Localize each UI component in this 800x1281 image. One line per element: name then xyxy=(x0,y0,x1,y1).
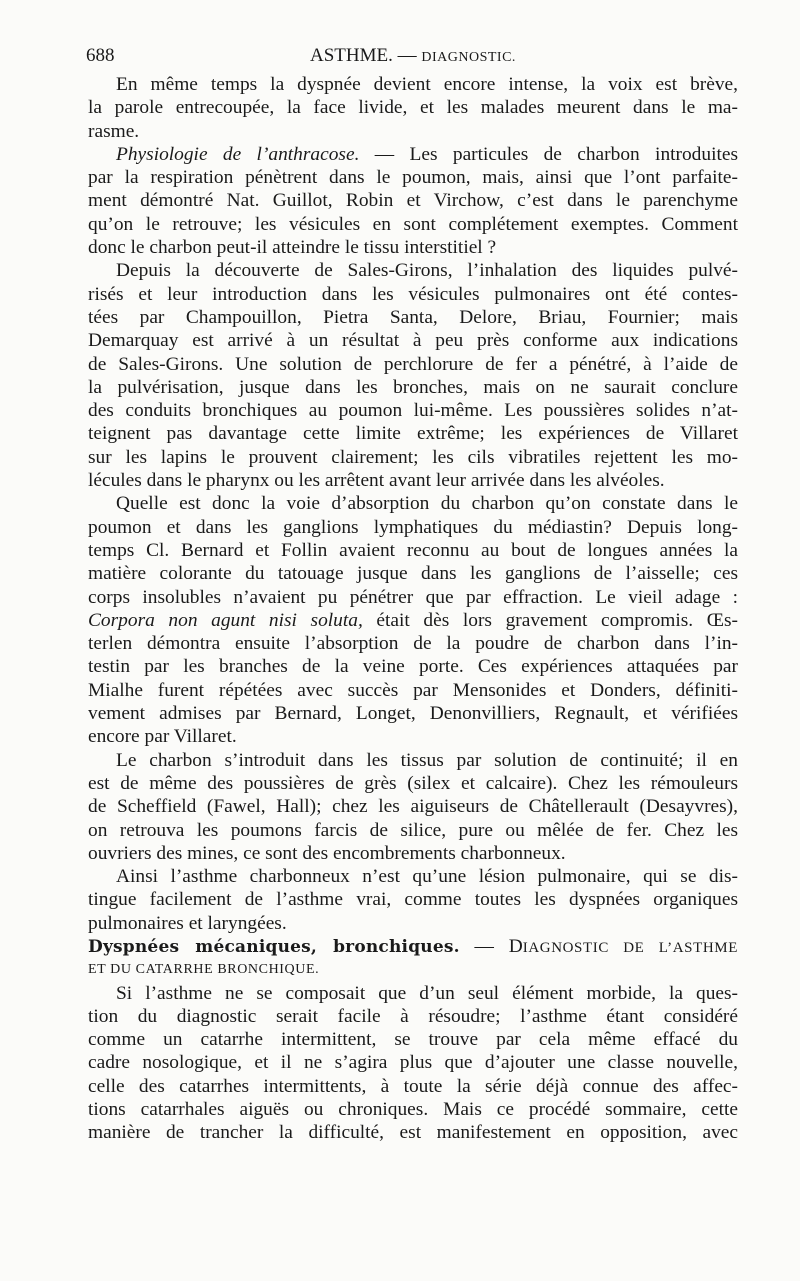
text-line: sur les lapins le prouvent clairement; les cils vibratiles rejettent les mo- xyxy=(88,446,738,468)
text-line: lécules dans le pharynx ou les arrêtent avant leur arrivée dans les alvéoles. xyxy=(88,470,665,492)
page-number: 688 xyxy=(86,45,115,66)
text-line xyxy=(88,609,738,632)
body-text xyxy=(88,73,738,1145)
text-line: Si l’asthme ne se composait que d’un seul élément morbide, la ques- xyxy=(116,982,738,1004)
text-line: risés et leur introduction dans les vésicules pulmonaires ont été contes- xyxy=(88,283,738,305)
running-head xyxy=(86,43,738,69)
text-line: de Scheffield (Fawel, Hall); chez les aiguiseurs de Châtellerault (Desayvres), xyxy=(88,796,738,818)
text-line: ment démontré Nat. Guillot, Robin et Virchow, c’est dans le parenchyme xyxy=(88,190,738,212)
section-title-italic: Physiologie de l’anthracose. xyxy=(116,143,360,165)
text-line: qu’on le retrouve; les vésicules en sont complétement exemptes. Comment xyxy=(88,213,738,235)
heading-smallcaps: IAGNOSTIC DE L’ASTHME xyxy=(522,939,738,956)
text-line: pulmonaires et laryngées. xyxy=(88,912,287,934)
text-line: la parole entrecoupée, la face livide, et les malades meurent dans le ma- xyxy=(88,97,738,119)
section-heading-gothic: Dyspnées mécaniques, bronchiques. xyxy=(88,936,460,957)
text-line: rasme. xyxy=(88,120,140,142)
running-title-sub: DIAGNOSTIC. xyxy=(421,50,516,65)
text-fragment: était dès lors gravement compromis. Œs- xyxy=(362,609,738,631)
text-line: de Sales-Girons. Une solution de perchlorure de fer a pénétré, à l’aide de xyxy=(88,353,738,375)
text-line: la pulvérisation, jusque dans les bronches, mais on ne saurait conclure xyxy=(88,376,738,398)
section-heading-line: ET DU CATARRHE BRONCHIQUE. xyxy=(88,962,320,978)
text-line: manière de trancher la difficulté, est manifestement en opposition, avec xyxy=(88,1122,738,1144)
text-fragment: — Les particules de charbon introduites xyxy=(359,143,738,165)
running-title xyxy=(310,43,516,71)
text-line: tions catarrhales aiguës ou chroniques. Mais ce procédé sommaire, cette xyxy=(88,1099,738,1121)
text-line: Le charbon s’introduit dans les tissus par solution de continuité; il en xyxy=(116,749,738,771)
text-line: tion du diagnostic serait facile à résoudre; l’asthme étant considéré xyxy=(88,1005,738,1027)
text-line: testin par les branches de la veine porte. Ces expériences attaquées par xyxy=(88,656,738,678)
text-line: vement admises par Bernard, Longet, Denonvilliers, Regnault, et vérifiées xyxy=(88,703,738,725)
text-line: encore par Villaret. xyxy=(88,726,237,748)
text-line: comme un catarrhe intermittent, se trouve par cela même effacé du xyxy=(88,1029,738,1051)
text-line: En même temps la dyspnée devient encore intense, la voix est brève, xyxy=(116,74,738,95)
running-title-dash: — xyxy=(397,45,417,66)
latin-quote-italic: Corpora non agunt nisi soluta, xyxy=(88,609,363,631)
text-line: tingue facilement de l’asthme vrai, comme toutes les dyspnées organiques xyxy=(88,889,738,911)
text-line: Quelle est donc la voie d’absorption du charbon qu’on constate dans le xyxy=(116,493,738,515)
text-line: celle des catarrhes intermittents, à toute la série déjà connue des affec- xyxy=(88,1075,738,1097)
text-line: est de même des poussières de grès (silex et calcaire). Chez les rémouleurs xyxy=(88,772,738,794)
text-line: Ainsi l’asthme charbonneux n’est qu’une lésion pulmonaire, qui se dis- xyxy=(116,866,738,888)
text-line: terlen démontra ensuite l’absorption de la poudre de charbon dans l’in- xyxy=(88,633,738,655)
text-line xyxy=(88,143,738,166)
text-line: par la respiration pénètrent dans le poumon, mais, ainsi que l’ont parfaite- xyxy=(88,167,738,189)
heading-dash: — D xyxy=(459,935,523,957)
text-line: teignent pas davantage cette limite extrême; les expériences de Villaret xyxy=(88,423,738,445)
text-line: temps Cl. Bernard et Follin avaient reconnu au bout de longues années la xyxy=(88,539,738,561)
text-line: poumon et dans les ganglions lymphatiques du médiastin? Depuis long- xyxy=(88,516,738,538)
text-line: donc le charbon peut-il atteindre le tissu interstitiel ? xyxy=(88,237,497,259)
text-line: ouvriers des mines, ce sont des encombrements charbonneux. xyxy=(88,842,566,864)
text-line: on retrouva les poumons farcis de silice, pure ou mêlée de fer. Chez les xyxy=(88,819,738,841)
section-heading-line xyxy=(88,935,738,958)
text-line: Demarquay est arrivé à un résultat à peu près conforme aux indications xyxy=(88,330,738,352)
text-line: Depuis la découverte de Sales-Girons, l’inhalation des liquides pulvé- xyxy=(116,260,738,282)
text-line: Mialhe furent répétées avec succès par Mensonides et Donders, définiti- xyxy=(88,679,738,701)
text-line: cadre nosologique, et il ne s’agira plus que d’ajouter une classe nouvelle, xyxy=(88,1052,738,1074)
text-line: tées par Champouillon, Pietra Santa, Delore, Briau, Fournier; mais xyxy=(88,306,738,328)
text-line: des conduits bronchiques au poumon lui-même. Les poussières solides n’at- xyxy=(88,400,738,422)
running-title-main: ASTHME. xyxy=(310,45,393,66)
text-line: corps insolubles n’avaient pu pénétrer que par effraction. Le vieil adage : xyxy=(88,586,738,608)
text-line: matière colorante du tatouage jusque dans les ganglions de l’aisselle; ces xyxy=(88,563,738,585)
